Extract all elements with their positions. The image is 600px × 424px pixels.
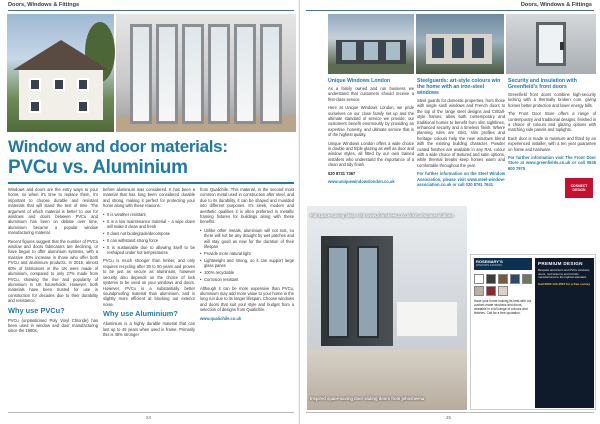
roof [13, 40, 109, 70]
unique-windows-photo [328, 14, 414, 74]
article-column-2 [103, 187, 195, 409]
bifold-doors-photo [116, 14, 296, 132]
door-frame [208, 24, 230, 124]
window [77, 100, 89, 113]
list-item: • Unlike other metals, aluminium will not rust, so there will not be any draught by wet patches and will stay good as new for the duration of their lifespan [200, 228, 294, 250]
floor [307, 350, 467, 410]
advert-panel [470, 254, 596, 410]
phone-number[interactable]: 020 8731 7367 [328, 170, 356, 176]
photo-caption-top: Full space-saving ideas visit www.johnsheena.co.uk/smartspacesolutions [310, 213, 454, 218]
rosemarys-advert[interactable] [474, 258, 532, 408]
paragraph: Although it can be more expensive than PVCu, aluminium may add more value to your home in the long run due to its longer lifespan. Choose windows and doors that suit your style and budget from a selection of designs from Qualichile. [200, 285, 294, 313]
qualichile-link[interactable]: www.qualichile.co.uk [200, 315, 242, 321]
colour-swatches [474, 274, 532, 296]
photo-caption-bottom: Inspired space-saving door sliding doors from johnsheena [310, 396, 425, 401]
paragraph: PVCu (unplasticised Poly Vinyl Chloride) has been used in window and door manufacturing since the 1980s, [8, 317, 98, 334]
unique-windows-block [328, 78, 414, 202]
glass-pane [364, 42, 378, 60]
paragraph: PVCu is much stronger than timber, and only requires recycling after 30 to 50 years and proves to be just as secure as aluminium, however security also depends on the choice of lock systems to be used on your windows and doors. However, PVCu is a substantially better soundproofing material than aluminium, and is slightly more efficient at blocking out exterior noise. [103, 258, 195, 307]
page-number-left: 24 [146, 415, 152, 420]
window [77, 78, 89, 91]
header-rule [306, 10, 594, 11]
paragraph: Unique Windows London offers a wide choice in double and triple glazing as well as door and window styles, all fitted by our own trained installers who understand the importance of a clean and tidy finish. [328, 140, 414, 168]
paragraph: from Qualichile. This material, in the second most common metal used in construction after steel, and due to its durability, it can be shaped and moulded into different purposes. It’s sleek, modern and aesthetic qualities it is often preferred in metallic framing fixtures for buildings along with these benefits: [200, 187, 294, 225]
section-header: Doors, Windows & Fittings [520, 2, 592, 8]
list-item: • Provide more natural light [200, 251, 294, 256]
advert-logo-name: ROSEMARY’S [476, 259, 503, 264]
list-item: • Corrosion resistant [200, 277, 294, 282]
list-item: • 100% recyclable [200, 270, 294, 275]
advert-call-to-action[interactable]: Call 0800 123 4567 for a free survey [538, 281, 591, 286]
glass-pane [327, 246, 349, 338]
steel-windows-photo [416, 14, 504, 74]
pvcu-benefits-list [103, 212, 195, 256]
advert-logo [474, 258, 532, 270]
swatch [522, 274, 532, 284]
list-item: • It is a low maintenance material – a wipe down will make it clean and fresh [103, 219, 195, 230]
paragraph: As a family owned and run business we understand that customers should receive a first-class service. [328, 86, 414, 102]
paragraph: Recent figures suggest that the number of PVCu window and doors fabricators are declining, or have begun to offer aluminium systems, with a massive 40% increase in those who offer both PVCu and aluminium products. In 2015, almost 60% of fabricators in the UK were made of aluminium, compared to only 27% made from PVCu, showing the rise and popularity of aluminium in UK households. However, both materials have been trusted for use in construction for decades due to their durability and resistance. [8, 238, 98, 304]
glass-pane [357, 246, 379, 338]
window [29, 100, 41, 113]
paragraph: before aluminium was considered. It has been a material that has long been considered durable and strong, making it perfect for protecting your home along with these reasons: [103, 187, 195, 209]
paragraph: Here at Unique Windows London, we pride ourselves on our close family set up and the ultimate standard of service we provide, our customers benefit enormously by providing an expertise, honesty, and ultimate service that is of the highest quality. [328, 105, 414, 138]
list-item: • It is sustainable due to allowing itself to be reshaped under hot temperatures [103, 245, 195, 256]
swatch [486, 286, 496, 296]
article-column-3 [200, 187, 294, 409]
block-title: Security and insulation with Greenfield’s front doors [508, 78, 577, 90]
connect-design-badge: CONNECT DESIGN [565, 178, 593, 198]
door-frame [234, 24, 256, 124]
glass-pane [432, 38, 444, 58]
glass-pane [472, 38, 484, 58]
premium-design-advert[interactable] [535, 258, 594, 408]
door-frame [260, 24, 282, 124]
bench [397, 302, 457, 336]
door-frame [182, 24, 204, 124]
window [29, 78, 41, 91]
section-header: Doors, Windows & Fittings [8, 2, 80, 8]
steelguards-block [417, 78, 505, 188]
paragraph: Windows and doors are the entry ways to your home, so when it’s time to replace them, it’s important to choose durable and resistant materials that will stand the test of time. The argument of which material is better to use for windows and doors between PVCu and aluminium has been on debate over time, aluminium became a popular window manufacturing material. [8, 187, 98, 236]
door-frame [156, 24, 178, 124]
list-item: • It is weather resistant [103, 212, 195, 217]
subheading-why-pvcu: Why use PVCu? [8, 305, 65, 315]
list-item: • Lightweight and strong, so it can support large glass panes [200, 258, 294, 269]
footer-rule [306, 412, 594, 413]
swatch [510, 274, 520, 284]
paragraph: Greenfield front doors combine high-security locking with a thermally broken core, giving homes better protection and lower energy bills. [508, 92, 596, 108]
right-page [300, 0, 600, 424]
page-number-right: 25 [446, 415, 452, 420]
paragraph: Aluminium is a highly durable material that can last up to 45 years when used in frame. Primarily this is 45% stronger [103, 321, 195, 337]
paragraph: Each door is made to measure and fitted by an experienced installer, with a ten year guarantee on frame and hardware. [508, 135, 596, 152]
swatch [474, 286, 484, 296]
advert-text: Bespoke aluminium and PVCu windows, doors, roof lanterns and bi-folds manufactured to the highest standard. [538, 268, 590, 280]
aluminium-benefits-list [200, 228, 294, 283]
door-frame [130, 24, 152, 124]
subheading-why-aluminium: Why use Aluminium? [103, 309, 178, 319]
block-title: Unique Windows London [328, 78, 391, 84]
window [53, 78, 65, 91]
glass-pane [452, 38, 464, 58]
website-link[interactable]: www.uniquewindowslondon.co.uk [328, 179, 395, 185]
paragraph: Steel guards for domestic properties, from those with single sash windows and French doors to the top of the range steel designs and Crittall-style frames, allow both contemporary and traditional homes to benefit from slim sightlines, enhanced security and a timeless finish. Where planning rules are strict, slim profiles and heritage colours help the new windows blend with the existing building character. Powder coated finishes are available in any RAL colour with a wide choice of textured and satin options, while thermal breaks keep homes warm and comfortable throughout the year. [417, 98, 505, 168]
call-to-action[interactable]: For further information visit The Front Door Store at www.greenfields.co.uk or call 0845 600 7975 [508, 155, 596, 171]
advert-logo-tagline: WINDOWS & DOORS [476, 264, 502, 267]
paragraph: The Front Door Store offers a range of contemporary and traditional designs, finished in a choice of colours and glazing options with matching side panels and toplights. [508, 111, 596, 133]
article-title-line2: PVCu vs. Aluminium [8, 157, 188, 178]
call-to-action[interactable]: For further information on the Steel Window Association, please visit www.steel-window-association.co.uk or call 020 8761 7641 [417, 171, 505, 188]
glass-pane [386, 42, 400, 60]
front-door-photo [506, 14, 596, 74]
swatch [498, 274, 508, 284]
swatch [474, 274, 484, 284]
door-handle [560, 42, 564, 50]
advert-text: Have your home looking its best with our custom-made windows and doors, available in a full range of colours and finishes. Call for a free quotation. [474, 299, 532, 315]
block-title: Steelguards: art-style colours win the home with an iron-steel windows [417, 78, 501, 96]
swatch [486, 274, 496, 284]
glass-pane [342, 42, 356, 60]
footer-rule [8, 412, 294, 413]
list-item: • It does not biodegrade/decompose [103, 231, 195, 236]
title-rule [8, 182, 294, 184]
advert-title: PREMIUM DESIGN [538, 261, 583, 266]
sliding-door-photo [307, 206, 467, 410]
list-item: • It can withstand strong force [103, 238, 195, 243]
article-column-1 [8, 187, 98, 409]
header-rule [8, 10, 294, 11]
article-title-line1: Window and door materials: [8, 137, 228, 156]
house-photo [7, 14, 114, 132]
swatch [498, 286, 508, 296]
